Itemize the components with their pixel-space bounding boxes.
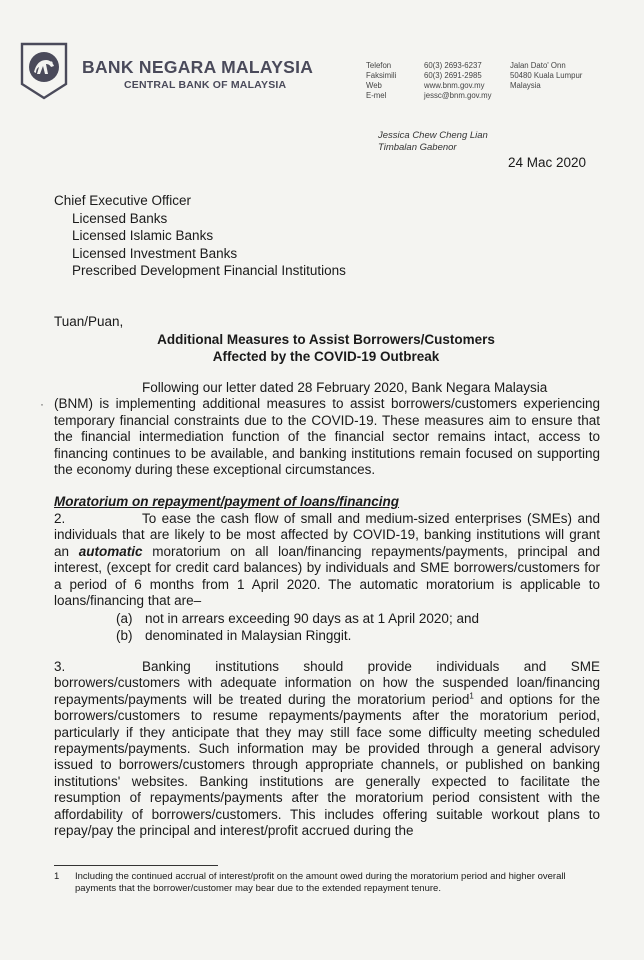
salutation: Tuan/Puan,: [54, 314, 124, 329]
recipient-line: Licensed Investment Banks: [72, 245, 238, 261]
footnote-number: 1: [54, 871, 60, 882]
bank-address: [510, 61, 582, 91]
recipient-line: Prescribed Development Financial Institutions: [72, 263, 346, 278]
contact-label: E-mel: [366, 91, 387, 100]
telephone-number: 60(3) 2693-6237: [424, 61, 482, 70]
footnote: [54, 871, 600, 895]
list-item: [116, 611, 479, 628]
address-line: Malaysia: [510, 81, 541, 90]
signatory-position: Timbalan Gabenor: [378, 142, 457, 153]
list-text: denominated in Malaysian Ringgit.: [145, 627, 352, 643]
list-item: [116, 628, 479, 645]
contact-values: [424, 61, 492, 101]
footnote-text: Including the continued accrual of interest/profit on the amount owed during the moratorium period and higher overall payments that the borrower/customer may bear due to the extended repayment tenure.: [75, 871, 566, 895]
contact-label: Web: [366, 81, 382, 90]
recipient-block: [54, 192, 346, 280]
bnm-tiger-logo-icon: [20, 42, 68, 100]
section-heading: Moratorium on repayment/payment of loans/financing: [54, 494, 400, 509]
paragraph-1-lead: Following our letter dated 28 February 2020, Bank Negara Malaysia: [142, 380, 548, 395]
footnote-divider: [54, 865, 218, 866]
paragraph-number: 2.: [54, 511, 66, 526]
fax-number: 60(3) 2691-2985: [424, 71, 482, 80]
address-line: 50480 Kuala Lumpur: [510, 71, 583, 80]
automatic-emphasis: automatic: [78, 543, 143, 559]
signatory-name: Jessica Chew Cheng Lian: [378, 130, 488, 141]
footnote-reference[interactable]: 1: [469, 691, 474, 701]
contact-label: Telefon: [366, 61, 392, 70]
paragraph-2-text: To ease the cash flow of small and medium-sized enterprises (SMEs) and individuals that are likely to be most affected by COVID-19, banking institutions will grant an: [54, 511, 600, 559]
paragraph-1: [54, 380, 600, 478]
letter-title: [54, 331, 598, 365]
list-letter: (a): [116, 611, 133, 626]
condition-list: [116, 611, 479, 644]
paragraph-3: [54, 659, 600, 839]
bank-name: BANK NEGARA MALAYSIA: [82, 57, 314, 77]
contact-label: Faksimili: [366, 71, 397, 80]
title-line: Affected by the COVID-19 Outbreak: [212, 349, 440, 364]
recipient-line: Chief Executive Officer: [54, 193, 192, 208]
paragraph-3-text-cont: and options for the borrowers/customers to resume repayments/payments after the moratorium period, particularly if they anticipate that they may still face some difficulty meeting scheduled repayments/payments. Such information may be provided through a general advisory issued to borrowers/customers through appropriate channels, or published on banking institutions' websites. Banking institutions are generally expected to facilitate the resumption of repayments/payments after the moratorium period consistent with the affordability of borrowers/customers. This includes offering suitable workout plans to repay/pay the principal and interest/profit accrued during the: [54, 691, 600, 839]
email-link[interactable]: jessc@bnm.gov.my: [424, 91, 492, 100]
paragraph-2-text-cont: moratorium on all loan/financing repayments/payments, principal and interest, (except for credit card balances) by individuals and SME borrowers/customers for a period of 6 months from 1 April 2020. The automatic moratorium is applicable to loans/financing that are–: [54, 543, 600, 609]
list-letter: (b): [116, 627, 133, 643]
margin-mark: ·: [40, 397, 44, 411]
recipient-line: Licensed Islamic Banks: [72, 228, 214, 243]
bank-subtitle: CENTRAL BANK OF MALAYSIA: [124, 79, 287, 91]
list-text: not in arrears exceeding 90 days as at 1 April 2020; and: [145, 611, 479, 626]
letter-date: 24 Mac 2020: [508, 155, 587, 170]
paragraph-number: 3.: [54, 659, 66, 674]
paragraph-2: [54, 511, 600, 609]
contact-labels: [366, 61, 396, 101]
website-link[interactable]: www.bnm.gov.my: [424, 81, 485, 90]
recipient-line: Licensed Banks: [72, 210, 168, 226]
address-line: Jalan Dato' Onn: [510, 61, 566, 70]
paragraph-1-body: (BNM) is implementing additional measures to assist borrowers/customers experiencing temporary financial constraints due to the COVID-19. These measures aim to ensure that the financial intermediation function of the financial sector remains intact, access to financing continues to be available, and banking institutions remain focused on supporting the economy during these exceptional circumstances.: [54, 396, 600, 478]
paragraph-3-text: Banking institutions should provide individuals and SME borrowers/customers with adequate information on how the suspended loan/financing repayments/payments will be treated during the moratorium period: [54, 659, 600, 707]
signatory-block: [378, 130, 488, 154]
title-line: Additional Measures to Assist Borrowers/Customers: [157, 332, 495, 347]
